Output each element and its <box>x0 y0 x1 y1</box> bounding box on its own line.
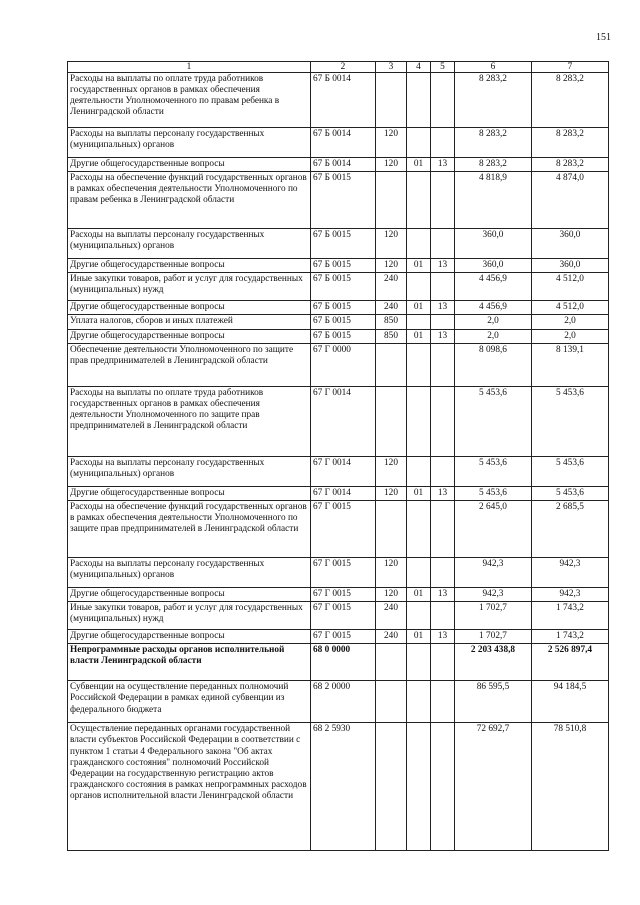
cell-code: 68 2 0000 <box>311 681 376 723</box>
column-header: 5 <box>431 62 455 73</box>
cell-amount-year1: 5 453,6 <box>455 456 532 486</box>
cell-expense-type: 850 <box>376 315 407 329</box>
cell-section <box>407 273 431 301</box>
cell-section <box>407 229 431 259</box>
cell-code: 67 Б 0015 <box>311 301 376 315</box>
cell-amount-year2: 2 526 897,4 <box>532 644 609 681</box>
cell-amount-year2: 5 453,6 <box>532 456 609 486</box>
cell-code: 67 Г 0014 <box>311 456 376 486</box>
table-row <box>68 644 609 681</box>
cell-amount-year1: 8 098,6 <box>455 343 532 386</box>
cell-code: 67 Б 0014 <box>311 73 376 128</box>
cell-section <box>407 315 431 329</box>
cell-name: Расходы на выплаты по оплате труда работников государственных органов в рамках обеспечения деятельности Уполномоченного по правам ребенка в Ленинградской области <box>68 73 311 128</box>
table-row <box>68 456 609 486</box>
column-header: 1 <box>68 62 311 73</box>
cell-section <box>407 73 431 128</box>
cell-section <box>407 172 431 229</box>
table-row <box>68 723 609 851</box>
cell-section <box>407 644 431 681</box>
budget-table <box>67 61 609 851</box>
cell-code: 67 Г 0014 <box>311 386 376 456</box>
cell-amount-year1: 5 453,6 <box>455 486 532 500</box>
cell-name: Другие общегосударственные вопросы <box>68 158 311 172</box>
cell-name: Непрограммные расходы органов исполнительной власти Ленинградской области <box>68 644 311 681</box>
cell-section: 01 <box>407 587 431 601</box>
cell-subsection <box>431 602 455 630</box>
cell-expense-type: 240 <box>376 301 407 315</box>
cell-expense-type <box>376 386 407 456</box>
cell-subsection: 13 <box>431 329 455 343</box>
table-row <box>68 301 609 315</box>
cell-section <box>407 557 431 587</box>
cell-section: 01 <box>407 259 431 273</box>
cell-amount-year2: 8 283,2 <box>532 158 609 172</box>
table-row <box>68 128 609 158</box>
cell-expense-type: 120 <box>376 259 407 273</box>
cell-section: 01 <box>407 486 431 500</box>
cell-expense-type: 120 <box>376 557 407 587</box>
table-row <box>68 602 609 630</box>
cell-expense-type <box>376 644 407 681</box>
cell-subsection <box>431 128 455 158</box>
cell-name: Расходы на выплаты персоналу государственных (муниципальных) органов <box>68 456 311 486</box>
column-header: 2 <box>311 62 376 73</box>
cell-amount-year2: 4 874,0 <box>532 172 609 229</box>
cell-code: 67 Б 0015 <box>311 259 376 273</box>
cell-subsection <box>431 73 455 128</box>
column-header: 4 <box>407 62 431 73</box>
table-row <box>68 386 609 456</box>
cell-amount-year2: 360,0 <box>532 259 609 273</box>
table-row <box>68 73 609 128</box>
cell-amount-year1: 8 283,2 <box>455 158 532 172</box>
cell-expense-type <box>376 723 407 851</box>
column-header: 7 <box>532 62 609 73</box>
cell-amount-year2: 942,3 <box>532 557 609 587</box>
cell-amount-year2: 1 743,2 <box>532 602 609 630</box>
cell-subsection <box>431 681 455 723</box>
cell-amount-year1: 5 453,6 <box>455 386 532 456</box>
cell-code: 67 Б 0015 <box>311 329 376 343</box>
cell-subsection <box>431 456 455 486</box>
cell-expense-type: 120 <box>376 587 407 601</box>
cell-code: 67 Б 0015 <box>311 172 376 229</box>
column-header: 6 <box>455 62 532 73</box>
cell-subsection <box>431 500 455 557</box>
cell-subsection: 13 <box>431 259 455 273</box>
cell-name: Осуществление переданных органами государственной власти субъектов Российской Федерации в соответствии с пунктом 1 статьи 4 Федерального закона "Об актах гражданского состояния" полномочий Российской Федерации на государственную регистрацию актов гражданского состояния в рамках непрограммных расходов органов исполнительной власти Ленинградской области <box>68 723 311 851</box>
cell-name: Расходы на выплаты персоналу государственных (муниципальных) органов <box>68 128 311 158</box>
cell-subsection <box>431 229 455 259</box>
cell-name: Другие общегосударственные вопросы <box>68 301 311 315</box>
cell-section <box>407 386 431 456</box>
cell-name: Другие общегосударственные вопросы <box>68 630 311 644</box>
cell-expense-type: 120 <box>376 158 407 172</box>
cell-name: Другие общегосударственные вопросы <box>68 587 311 601</box>
table-row <box>68 329 609 343</box>
table-row <box>68 681 609 723</box>
cell-amount-year1: 1 702,7 <box>455 602 532 630</box>
column-header: 3 <box>376 62 407 73</box>
cell-code: 67 Г 0015 <box>311 587 376 601</box>
cell-name: Расходы на выплаты по оплате труда работников государственных органов в рамках обеспечения деятельности Уполномоченного по защите прав предпринимателей в Ленинградской области <box>68 386 311 456</box>
cell-amount-year1: 8 283,2 <box>455 128 532 158</box>
cell-amount-year1: 2,0 <box>455 315 532 329</box>
cell-section <box>407 500 431 557</box>
cell-section <box>407 456 431 486</box>
table-row <box>68 587 609 601</box>
cell-amount-year2: 78 510,8 <box>532 723 609 851</box>
cell-name: Иные закупки товаров, работ и услуг для государственных (муниципальных) нужд <box>68 602 311 630</box>
table-row <box>68 343 609 386</box>
cell-amount-year2: 1 743,2 <box>532 630 609 644</box>
cell-amount-year2: 2 685,5 <box>532 500 609 557</box>
cell-code: 67 Б 0015 <box>311 273 376 301</box>
cell-section <box>407 128 431 158</box>
cell-subsection <box>431 273 455 301</box>
table-row <box>68 229 609 259</box>
cell-amount-year1: 942,3 <box>455 587 532 601</box>
table-row <box>68 158 609 172</box>
cell-code: 67 Г 0000 <box>311 343 376 386</box>
cell-amount-year1: 72 692,7 <box>455 723 532 851</box>
cell-amount-year1: 4 456,9 <box>455 301 532 315</box>
table-row <box>68 315 609 329</box>
table-row <box>68 259 609 273</box>
cell-amount-year2: 8 139,1 <box>532 343 609 386</box>
cell-expense-type <box>376 343 407 386</box>
cell-section <box>407 602 431 630</box>
cell-subsection: 13 <box>431 630 455 644</box>
cell-amount-year1: 2,0 <box>455 329 532 343</box>
cell-section <box>407 681 431 723</box>
cell-amount-year2: 360,0 <box>532 229 609 259</box>
cell-expense-type <box>376 500 407 557</box>
cell-amount-year2: 4 512,0 <box>532 273 609 301</box>
cell-expense-type: 120 <box>376 486 407 500</box>
header-row <box>68 62 609 73</box>
cell-amount-year1: 1 702,7 <box>455 630 532 644</box>
cell-expense-type: 120 <box>376 229 407 259</box>
cell-amount-year1: 360,0 <box>455 229 532 259</box>
cell-amount-year1: 360,0 <box>455 259 532 273</box>
cell-name: Другие общегосударственные вопросы <box>68 486 311 500</box>
cell-expense-type <box>376 172 407 229</box>
cell-name: Обеспечение деятельности Уполномоченного по защите прав предпринимателей в Ленинградской области <box>68 343 311 386</box>
table-row <box>68 486 609 500</box>
cell-subsection <box>431 644 455 681</box>
cell-amount-year2: 94 184,5 <box>532 681 609 723</box>
cell-subsection <box>431 386 455 456</box>
cell-amount-year1: 4 818,9 <box>455 172 532 229</box>
cell-amount-year1: 8 283,2 <box>455 73 532 128</box>
cell-amount-year2: 942,3 <box>532 587 609 601</box>
cell-expense-type: 240 <box>376 273 407 301</box>
cell-subsection: 13 <box>431 486 455 500</box>
cell-amount-year2: 2,0 <box>532 329 609 343</box>
cell-name: Расходы на выплаты персоналу государственных (муниципальных) органов <box>68 557 311 587</box>
cell-expense-type <box>376 73 407 128</box>
table-row <box>68 630 609 644</box>
cell-code: 67 Г 0015 <box>311 557 376 587</box>
cell-code: 67 Б 0014 <box>311 128 376 158</box>
cell-code: 68 2 5930 <box>311 723 376 851</box>
cell-amount-year1: 942,3 <box>455 557 532 587</box>
cell-amount-year1: 86 595,5 <box>455 681 532 723</box>
cell-name: Уплата налогов, сборов и иных платежей <box>68 315 311 329</box>
cell-amount-year1: 2 203 438,8 <box>455 644 532 681</box>
cell-expense-type: 120 <box>376 456 407 486</box>
cell-expense-type: 240 <box>376 630 407 644</box>
cell-code: 67 Г 0015 <box>311 500 376 557</box>
table-row <box>68 273 609 301</box>
table-row <box>68 500 609 557</box>
cell-section: 01 <box>407 301 431 315</box>
cell-name: Иные закупки товаров, работ и услуг для государственных (муниципальных) нужд <box>68 273 311 301</box>
cell-subsection <box>431 343 455 386</box>
cell-code: 67 Б 0015 <box>311 315 376 329</box>
cell-amount-year1: 2 645,0 <box>455 500 532 557</box>
cell-subsection <box>431 557 455 587</box>
cell-code: 67 Г 0014 <box>311 486 376 500</box>
cell-section: 01 <box>407 158 431 172</box>
cell-section: 01 <box>407 630 431 644</box>
cell-code: 68 0 0000 <box>311 644 376 681</box>
cell-name: Расходы на выплаты персоналу государственных (муниципальных) органов <box>68 229 311 259</box>
cell-amount-year1: 4 456,9 <box>455 273 532 301</box>
table-row <box>68 557 609 587</box>
cell-subsection <box>431 723 455 851</box>
cell-subsection <box>431 315 455 329</box>
cell-code: 67 Г 0015 <box>311 602 376 630</box>
cell-section: 01 <box>407 329 431 343</box>
table-row <box>68 172 609 229</box>
cell-expense-type: 120 <box>376 128 407 158</box>
cell-expense-type: 240 <box>376 602 407 630</box>
cell-code: 67 Б 0015 <box>311 229 376 259</box>
cell-name: Другие общегосударственные вопросы <box>68 329 311 343</box>
cell-name: Расходы на обеспечение функций государственных органов в рамках обеспечения деятельности Уполномоченного по правам ребенка в Ленинградской области <box>68 172 311 229</box>
page-number: 151 <box>596 32 611 43</box>
table-body <box>68 73 609 851</box>
cell-amount-year2: 5 453,6 <box>532 486 609 500</box>
cell-name: Расходы на обеспечение функций государственных органов в рамках обеспечения деятельности Уполномоченного по защите прав предпринимателей в Ленинградской области <box>68 500 311 557</box>
cell-expense-type: 850 <box>376 329 407 343</box>
cell-subsection: 13 <box>431 301 455 315</box>
cell-subsection: 13 <box>431 158 455 172</box>
cell-name: Субвенции на осуществление переданных полномочий Российской Федерации в рамках единой субвенции из федерального бюджета <box>68 681 311 723</box>
cell-amount-year2: 5 453,6 <box>532 386 609 456</box>
cell-amount-year2: 8 283,2 <box>532 128 609 158</box>
cell-amount-year2: 8 283,2 <box>532 73 609 128</box>
cell-amount-year2: 2,0 <box>532 315 609 329</box>
cell-section <box>407 723 431 851</box>
cell-subsection <box>431 172 455 229</box>
cell-code: 67 Г 0015 <box>311 630 376 644</box>
cell-section <box>407 343 431 386</box>
cell-code: 67 Б 0014 <box>311 158 376 172</box>
cell-name: Другие общегосударственные вопросы <box>68 259 311 273</box>
cell-subsection: 13 <box>431 587 455 601</box>
cell-expense-type <box>376 681 407 723</box>
cell-amount-year2: 4 512,0 <box>532 301 609 315</box>
